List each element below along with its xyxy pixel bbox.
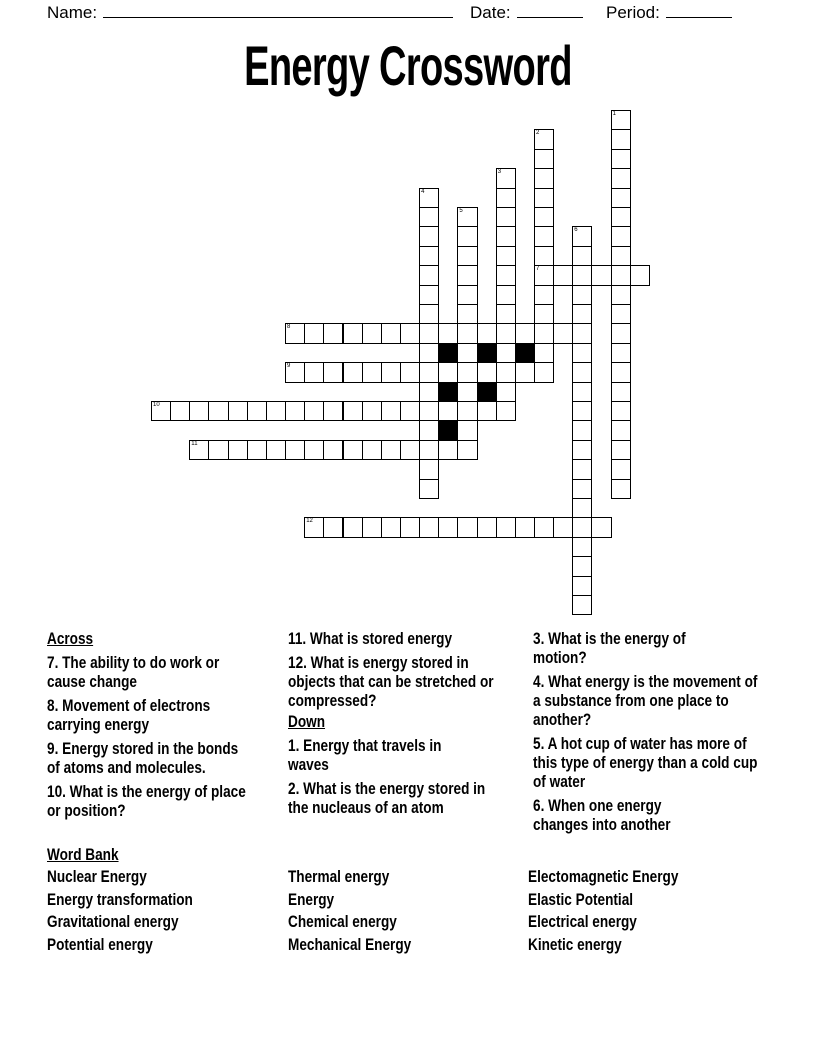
clue-across-10: 10. What is the energy of place or position?	[47, 782, 246, 820]
crossword-cell[interactable]	[553, 517, 573, 537]
crossword-cell[interactable]	[247, 440, 267, 460]
crossword-cell[interactable]	[362, 401, 382, 421]
crossword-cell[interactable]	[534, 265, 554, 285]
word-bank-item: Kinetic energy	[528, 934, 622, 954]
crossword-cell[interactable]	[611, 459, 631, 479]
crossword-cell[interactable]	[496, 362, 516, 382]
clues-column-2	[288, 629, 520, 822]
word-bank-item: Mechanical Energy	[288, 934, 412, 954]
word-bank-column-1	[47, 866, 193, 956]
crossword-cell[interactable]	[496, 401, 516, 421]
crossword-cell[interactable]	[572, 517, 592, 537]
word-bank-heading	[47, 844, 119, 867]
word-bank-item: Potential energy	[47, 934, 153, 954]
crossword-cell[interactable]	[515, 323, 535, 343]
crossword-cell[interactable]	[572, 401, 592, 421]
crossword-cell[interactable]	[419, 382, 439, 402]
crossword-cell[interactable]	[572, 226, 592, 246]
crossword-cell[interactable]	[611, 382, 631, 402]
crossword-cell[interactable]	[496, 207, 516, 227]
clue-down-3: 3. What is the energy of motion?	[533, 629, 686, 667]
crossword-cell[interactable]	[611, 343, 631, 363]
crossword-cell[interactable]	[457, 420, 477, 440]
crossword-cell[interactable]	[457, 382, 477, 402]
crossword-cell[interactable]	[534, 343, 554, 363]
crossword-cell[interactable]	[381, 323, 401, 343]
crossword-cell[interactable]	[457, 285, 477, 305]
clue-down-5: 5. A hot cup of water has more of this type of energy than a cold cup of water	[533, 734, 758, 791]
crossword-cell[interactable]	[534, 304, 554, 324]
crossword-cell[interactable]	[400, 440, 420, 460]
crossword-cell[interactable]	[496, 188, 516, 208]
crossword-cell[interactable]	[534, 168, 554, 188]
word-bank-item: Gravitational energy	[47, 912, 179, 931]
crossword-cell[interactable]	[419, 440, 439, 460]
crossword-cell[interactable]	[208, 440, 228, 460]
crossword-cell[interactable]	[496, 343, 516, 363]
crossword-cell[interactable]	[611, 285, 631, 305]
crossword-cell[interactable]	[285, 362, 305, 382]
crossword-cell[interactable]	[438, 362, 458, 382]
crossword-cell[interactable]	[496, 246, 516, 266]
crossword-cell[interactable]	[611, 401, 631, 421]
crossword-cell[interactable]	[457, 440, 477, 460]
crossword-cell[interactable]	[323, 440, 343, 460]
crossword-cell[interactable]	[611, 129, 631, 149]
crossword-cell[interactable]	[496, 304, 516, 324]
crossword-black-cell	[477, 343, 497, 363]
crossword-cell[interactable]	[591, 265, 611, 285]
period-label: Period:	[606, 3, 660, 22]
crossword-cell[interactable]	[457, 343, 477, 363]
crossword-cell[interactable]	[362, 517, 382, 537]
crossword-cell[interactable]	[477, 362, 497, 382]
crossword-cell[interactable]	[515, 362, 535, 382]
crossword-cell[interactable]	[323, 362, 343, 382]
crossword-cell[interactable]	[438, 440, 458, 460]
crossword-cell[interactable]	[400, 401, 420, 421]
crossword-cell[interactable]	[362, 362, 382, 382]
crossword-black-cell	[477, 382, 497, 402]
date-label: Date:	[470, 3, 511, 22]
crossword-cell[interactable]	[496, 168, 516, 188]
crossword-cell[interactable]	[304, 401, 324, 421]
crossword-cell[interactable]	[419, 401, 439, 421]
clue-across-9: 9. Energy stored in the bonds of atoms and molecules.	[47, 739, 239, 777]
crossword-cell[interactable]	[419, 362, 439, 382]
crossword-cell[interactable]	[553, 323, 573, 343]
crossword-cell[interactable]	[457, 265, 477, 285]
crossword-cell[interactable]	[304, 440, 324, 460]
crossword-cell[interactable]	[381, 401, 401, 421]
crossword-cell[interactable]	[419, 188, 439, 208]
clue-across-7: 7. The ability to do work or cause change	[47, 653, 220, 691]
crossword-cell[interactable]	[496, 323, 516, 343]
crossword-cell[interactable]	[266, 440, 286, 460]
clue-number: 5	[459, 208, 463, 214]
crossword-cell[interactable]	[534, 188, 554, 208]
crossword-cell[interactable]	[457, 401, 477, 421]
crossword-cell[interactable]	[572, 382, 592, 402]
crossword-cell[interactable]	[457, 246, 477, 266]
crossword-cell[interactable]	[611, 479, 631, 499]
word-bank-item: Energy	[288, 889, 335, 909]
crossword-cell[interactable]	[304, 323, 324, 343]
crossword-cell[interactable]	[611, 304, 631, 324]
crossword-cell[interactable]	[496, 265, 516, 285]
crossword-cell[interactable]	[189, 440, 209, 460]
crossword-cell[interactable]	[457, 207, 477, 227]
clue-down-1: 1. Energy that travels in waves	[288, 736, 442, 774]
crossword-cell[interactable]	[400, 323, 420, 343]
crossword-cell[interactable]	[381, 362, 401, 382]
crossword-cell[interactable]	[381, 440, 401, 460]
crossword-cell[interactable]	[477, 517, 497, 537]
crossword-cell[interactable]	[323, 323, 343, 343]
crossword-cell[interactable]	[362, 323, 382, 343]
crossword-cell[interactable]	[438, 323, 458, 343]
crossword-cell[interactable]	[304, 517, 324, 537]
crossword-cell[interactable]	[343, 323, 363, 343]
crossword-cell[interactable]	[572, 576, 592, 596]
crossword-cell[interactable]	[611, 440, 631, 460]
crossword-cell[interactable]	[323, 517, 343, 537]
crossword-cell[interactable]	[419, 343, 439, 363]
crossword-cell[interactable]	[611, 323, 631, 343]
crossword-cell[interactable]	[419, 459, 439, 479]
crossword-cell[interactable]	[572, 362, 592, 382]
crossword-cell[interactable]	[457, 517, 477, 537]
crossword-cell[interactable]	[419, 517, 439, 537]
crossword-cell[interactable]	[419, 207, 439, 227]
clue-number: 3	[497, 169, 502, 176]
clue-number: 9	[287, 363, 291, 370]
crossword-black-cell	[438, 420, 458, 440]
clue-across-11: 11. What is stored energy	[288, 629, 453, 648]
crossword-cell[interactable]	[534, 129, 554, 149]
crossword-cell[interactable]	[419, 226, 439, 246]
word-bank-item: Electomagnetic Energy	[528, 867, 679, 886]
crossword-cell[interactable]	[572, 479, 592, 499]
crossword-cell[interactable]	[611, 420, 631, 440]
crossword-cell[interactable]	[438, 517, 458, 537]
crossword-cell[interactable]	[228, 440, 248, 460]
word-bank-item: Energy transformation	[47, 889, 193, 909]
crossword-cell[interactable]	[553, 265, 573, 285]
crossword-cell[interactable]	[572, 285, 592, 305]
crossword-cell[interactable]	[419, 265, 439, 285]
clue-down-2: 2. What is the energy stored in the nucleaus of an atom	[288, 779, 486, 817]
crossword-cell[interactable]	[457, 362, 477, 382]
crossword-cell[interactable]	[496, 382, 516, 402]
crossword-cell[interactable]	[285, 401, 305, 421]
clue-number: 12	[306, 518, 313, 525]
crossword-cell[interactable]	[572, 440, 592, 460]
crossword-cell[interactable]	[496, 285, 516, 305]
crossword-cell[interactable]	[438, 401, 458, 421]
crossword-cell[interactable]	[534, 246, 554, 266]
clue-number: 7	[536, 266, 540, 273]
crossword-cell[interactable]	[572, 459, 592, 479]
crossword-cell[interactable]	[611, 207, 631, 227]
crossword-cell[interactable]	[285, 440, 305, 460]
crossword-cell[interactable]	[611, 265, 631, 285]
crossword-cell[interactable]	[534, 362, 554, 382]
crossword-cell[interactable]	[534, 149, 554, 169]
crossword-cell[interactable]	[419, 285, 439, 305]
crossword-cell[interactable]	[534, 517, 554, 537]
crossword-cell[interactable]	[572, 304, 592, 324]
crossword-black-cell	[438, 382, 458, 402]
crossword-cell[interactable]	[419, 323, 439, 343]
crossword-cell[interactable]	[208, 401, 228, 421]
crossword-cell[interactable]	[323, 401, 343, 421]
crossword-cell[interactable]	[572, 537, 592, 557]
crossword-cell[interactable]	[496, 517, 516, 537]
crossword-cell[interactable]	[534, 323, 554, 343]
across-heading: Across	[47, 629, 94, 648]
name-label: Name:	[47, 3, 98, 22]
crossword-cell[interactable]	[591, 517, 611, 537]
clue-number: 2	[536, 130, 540, 137]
word-bank-item: Chemical energy	[288, 912, 397, 931]
crossword-cell[interactable]	[515, 517, 535, 537]
crossword-cell[interactable]	[572, 420, 592, 440]
crossword-cell[interactable]	[611, 110, 631, 130]
crossword-black-cell	[438, 343, 458, 363]
crossword-cell[interactable]	[419, 479, 439, 499]
crossword-cell[interactable]	[572, 343, 592, 363]
crossword-cell[interactable]	[496, 226, 516, 246]
clue-down-6: 6. When one energy changes into another	[533, 796, 671, 834]
crossword-cell[interactable]	[611, 226, 631, 246]
word-bank-column-2	[288, 866, 411, 956]
clue-across-8: 8. Movement of electrons carrying energy	[47, 696, 211, 734]
word-bank-item: Elastic Potential	[528, 889, 634, 909]
clue-number: 6	[574, 227, 578, 234]
crossword-cell[interactable]	[457, 226, 477, 246]
crossword-cell[interactable]	[534, 226, 554, 246]
crossword-cell[interactable]	[247, 401, 267, 421]
clue-number: 4	[421, 188, 425, 195]
crossword-cell[interactable]	[381, 517, 401, 537]
crossword-cell[interactable]	[630, 265, 650, 285]
clue-number: 11	[191, 440, 198, 447]
crossword-cell[interactable]	[304, 362, 324, 382]
crossword-cell[interactable]	[611, 362, 631, 382]
crossword-cell[interactable]	[266, 401, 286, 421]
crossword-cell[interactable]	[611, 168, 631, 188]
crossword-cell[interactable]	[572, 595, 592, 615]
crossword-cell[interactable]	[170, 401, 190, 421]
crossword-cell[interactable]	[611, 149, 631, 169]
crossword-cell[interactable]	[362, 440, 382, 460]
clue-across-12: 12. What is energy stored in objects that can be stretched or compressed?	[288, 653, 494, 710]
crossword-cell[interactable]	[419, 420, 439, 440]
clue-number: 10	[153, 402, 160, 408]
clue-number: 1	[612, 111, 616, 117]
crossword-cell[interactable]	[343, 401, 363, 421]
crossword-cell[interactable]	[572, 498, 592, 518]
clues-column-1	[47, 629, 247, 825]
crossword-cell[interactable]	[151, 401, 171, 421]
word-bank-column-3	[528, 866, 678, 956]
word-bank-item: Nuclear Energy	[47, 867, 147, 886]
clue-down-4: 4. What energy is the movement of a substance from one place to another?	[533, 672, 758, 729]
word-bank-item: Electrical energy	[528, 912, 637, 931]
crossword-cell[interactable]	[572, 556, 592, 576]
crossword-cell[interactable]	[400, 362, 420, 382]
crossword-cell[interactable]	[534, 207, 554, 227]
word-bank-item: Thermal energy	[288, 867, 390, 886]
word-bank-title: Word Bank	[47, 845, 119, 864]
crossword-cell[interactable]	[611, 246, 631, 266]
crossword-cell[interactable]	[572, 246, 592, 266]
crossword-cell[interactable]	[457, 304, 477, 324]
crossword-cell[interactable]	[611, 188, 631, 208]
crossword-cell[interactable]	[534, 285, 554, 305]
crossword-cell[interactable]	[419, 246, 439, 266]
crossword-cell[interactable]	[572, 265, 592, 285]
crossword-cell[interactable]	[228, 401, 248, 421]
crossword-cell[interactable]	[572, 323, 592, 343]
crossword-cell[interactable]	[419, 304, 439, 324]
crossword-cell[interactable]	[477, 401, 497, 421]
crossword-black-cell	[515, 343, 535, 363]
crossword-cell[interactable]	[400, 517, 420, 537]
clue-number: 8	[287, 324, 291, 331]
crossword-cell[interactable]	[285, 323, 305, 343]
crossword-cell[interactable]	[343, 440, 363, 460]
crossword-cell[interactable]	[343, 517, 363, 537]
clues-column-3	[533, 629, 765, 839]
down-heading: Down	[288, 712, 326, 731]
page-title-text: Energy Crossword	[244, 34, 572, 97]
crossword-cell[interactable]	[189, 401, 209, 421]
crossword-cell[interactable]	[343, 362, 363, 382]
crossword-cell[interactable]	[477, 323, 497, 343]
crossword-cell[interactable]	[457, 323, 477, 343]
